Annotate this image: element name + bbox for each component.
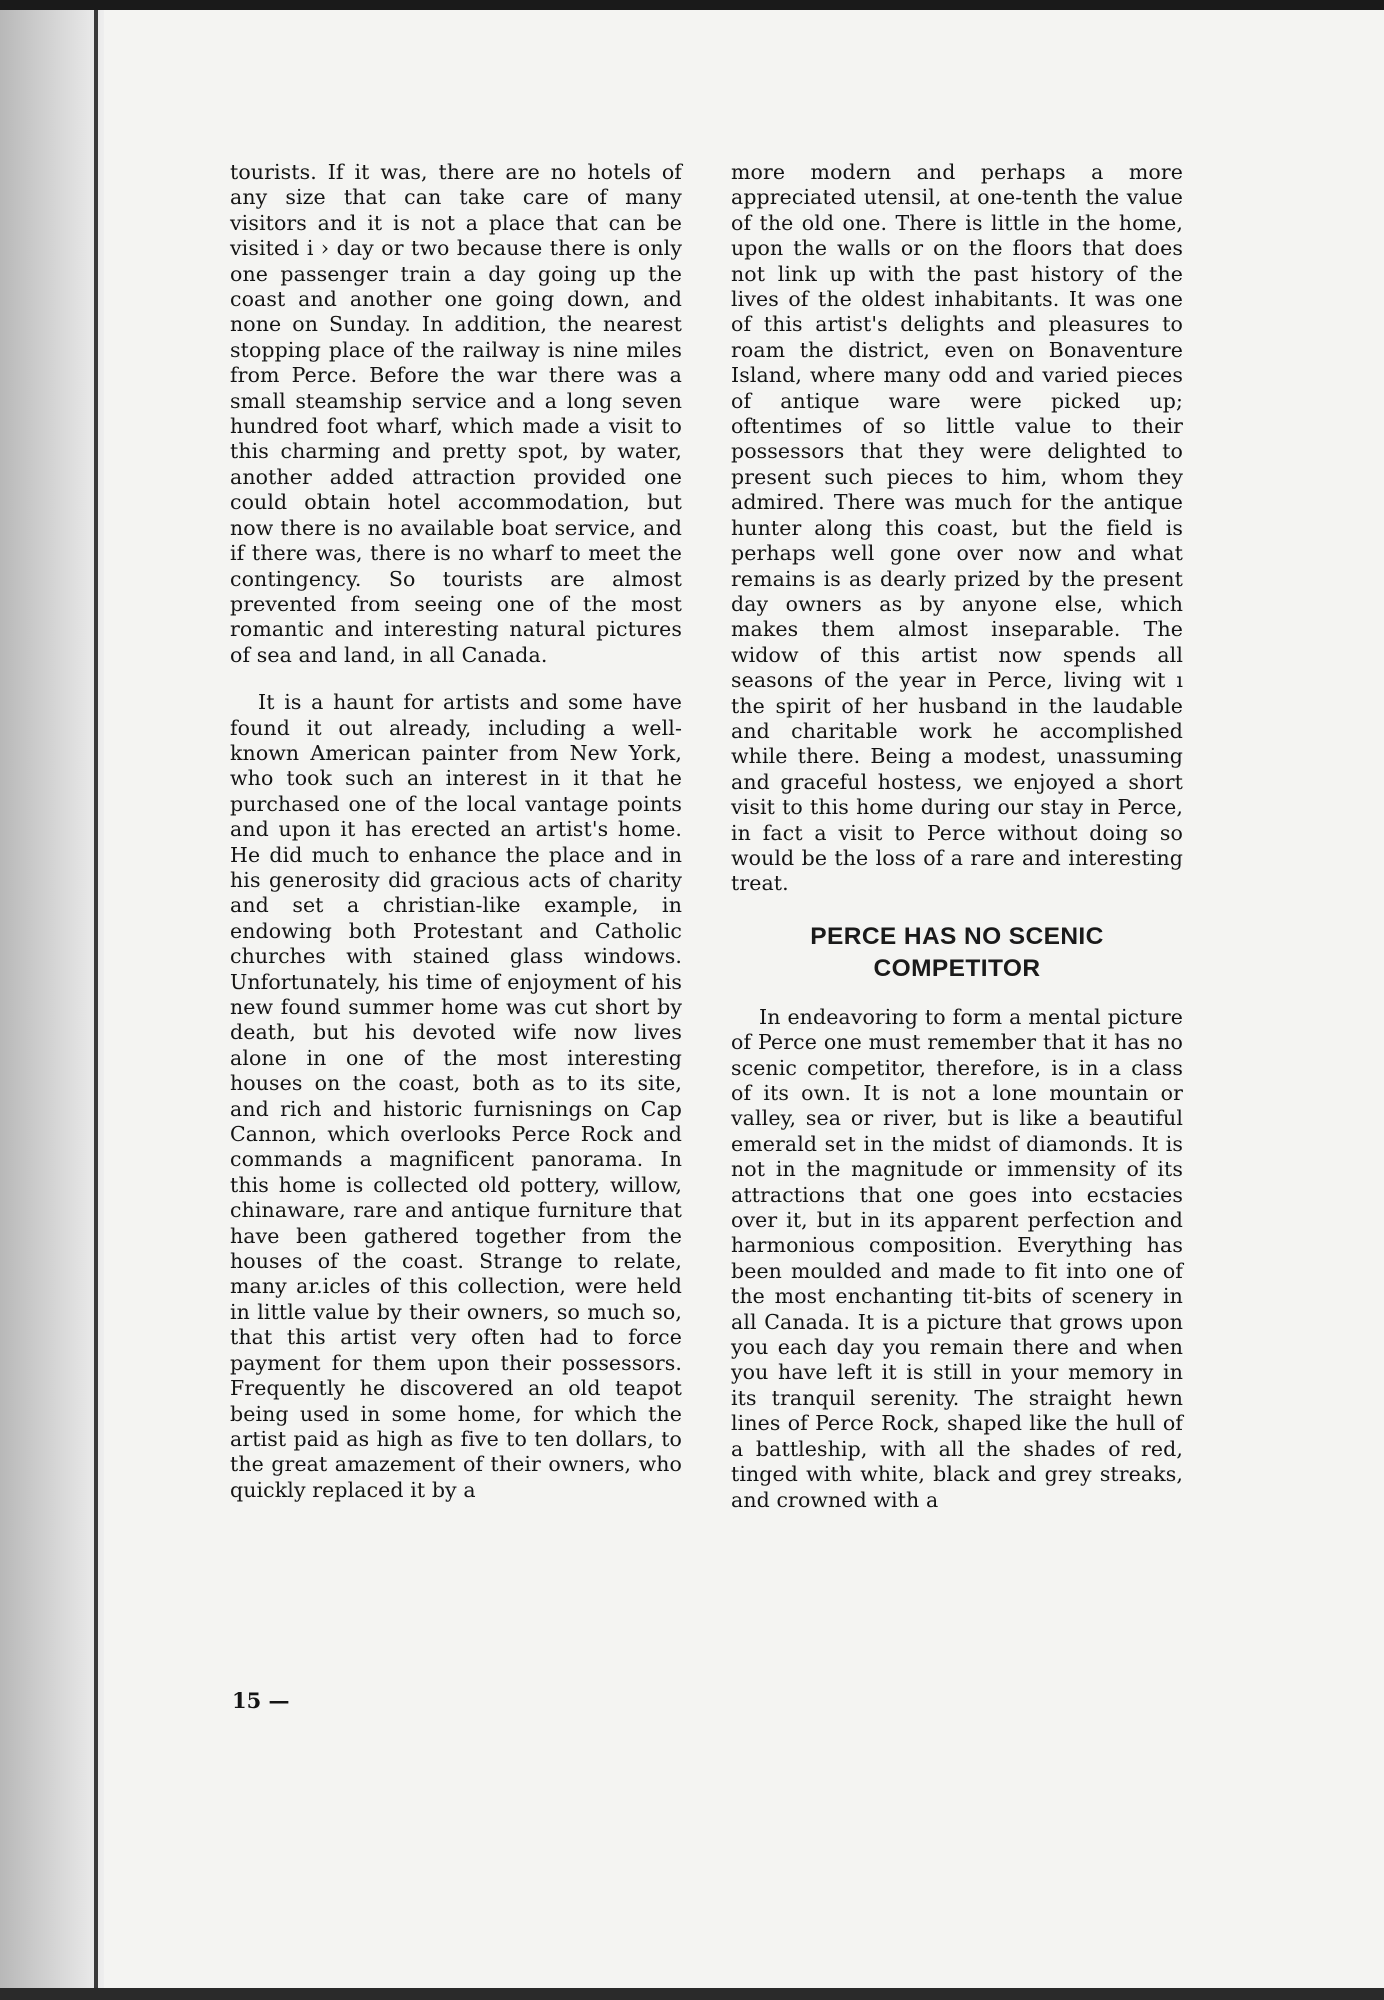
section-heading-line-1: PERCE HAS NO SCENIC — [810, 922, 1104, 950]
binding-shadow — [0, 10, 104, 1988]
scan-top-edge — [0, 0, 1384, 10]
section-heading-line-2: COMPETITOR — [873, 954, 1041, 982]
scan-bottom-edge — [0, 1988, 1384, 2000]
body-paragraph: It is a haunt for artists and some have found it out already, including a well-known American painter from New York, who took such an interest in it that he purchased one of the local vantage points and upon it has erected an artist's home. He did much to enhance the place and in his generosity did gracious acts of charity and set a christian-like example, in endowing both Protestant and Catholic churches with stained glass windows. Unfortunately, his time of enjoyment of his new found summer home was cut short by death, but his devoted wife now lives alone in one of the most interesting houses on the coast, both as to its site, and rich and historic furnisnings on Cap Cannon, which overlooks Perce Rock and commands a magnificent panorama. In this home is collected old pottery, willow, chinaware, rare and antique furniture that have been gathered together from the houses of the coast. Strange to relate, many ar.icles of this collection, were held in little value by their owners, so much so, that this artist very often had to force payment for them upon their possessors. Frequently he discovered an old teapot being used in some home, for which the artist paid as high as five to ten dollars, to the great amazement of their owners, who quickly replaced it by a — [230, 690, 682, 1502]
text-column-right — [731, 160, 1183, 1513]
text-column-left — [230, 160, 682, 1503]
section-heading — [731, 921, 1183, 985]
body-paragraph: more modern and perhaps a more appreciated utensil, at one-tenth the value of the old one. There is little in the home, upon the walls or on the floors that does not link up with the past history of the lives of the oldest inhabitants. It was one of this artist's delights and pleasures to roam the district, even on Bonaventure Island, where many odd and varied pieces of antique ware were picked up; oftentimes of so little value to their possessors that they were delighted to present such pieces to him, whom they admired. There was much for the antique hunter along this coast, but the field is perhaps well gone over now and what remains is as dearly prized by the present day owners as by anyone else, which makes them almost inseparable. The widow of this artist now spends all seasons of the year in Perce, living wit ı the spirit of her husband in the laudable and charitable work he accomplished while there. Being a modest, unassuming and graceful hostess, we enjoyed a short visit to this home during our stay in Perce, in fact a visit to Perce without doing so would be the loss of a rare and interesting treat. — [731, 160, 1183, 896]
document-page — [104, 10, 1384, 1988]
binding-line — [94, 10, 98, 1988]
body-paragraph: tourists. If it was, there are no hotels of any size that can take care of many visitors and it is not a place that can be visited i › day or two because there is only one passenger train a day going up the coast and another one going down, and none on Sunday. In addition, the nearest stopping place of the railway is nine miles from Perce. Before the war there was a small steamship service and a long seven hundred foot wharf, which made a visit to this charming and pretty spot, by water, another added attraction provided one could obtain hotel accommodation, but now there is no available boat service, and if there was, there is no wharf to meet the contingency. So tourists are almost prevented from seeing one of the most romantic and interesting natural pictures of sea and land, in all Canada. — [230, 160, 682, 667]
page-number: 15 — — [232, 1688, 290, 1713]
body-paragraph: In endeavoring to form a mental picture of Perce one must remember that it has no scenic competitor, therefore, is in a class of its own. It is not a lone mountain or valley, sea or river, but is like a beautiful emerald set in the midst of diamonds. It is not in the magnitude or immensity of its attractions that one goes into ecstacies over it, but in its apparent perfection and harmonious composition. Everything has been moulded and made to fit into one of the most enchanting tit-bits of scenery in all Canada. It is a picture that grows upon you each day you remain there and when you have left it is still in your memory in its tranquil serenity. The straight hewn lines of Perce Rock, shaped like the hull of a battleship, with all the shades of red, tinged with white, black and grey streaks, and crowned with a — [731, 1004, 1183, 1512]
